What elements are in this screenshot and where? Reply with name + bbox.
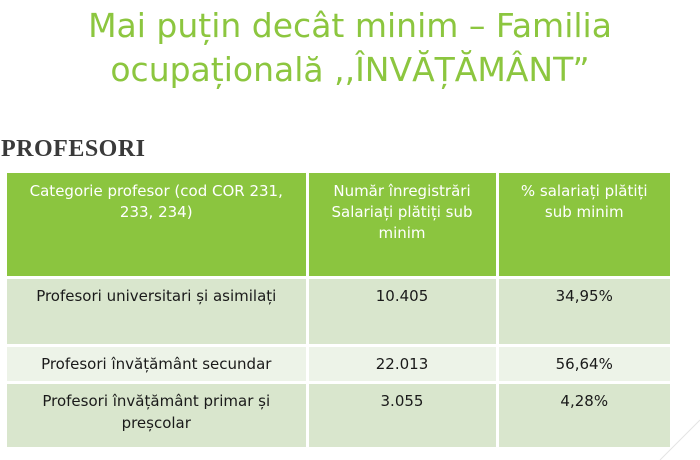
salary-table bbox=[7, 173, 670, 450]
table-row bbox=[7, 346, 670, 383]
slide-title-line-1: Mai puțin decât minim – Familia bbox=[88, 6, 612, 45]
cell-percent: 34,95% bbox=[497, 278, 670, 346]
cell-category: Profesori universitari și asimilați bbox=[7, 278, 307, 346]
cell-category: Profesori învățământ primar și preșcolar bbox=[7, 383, 307, 449]
cell-count: 22.013 bbox=[307, 346, 497, 383]
table-header-row bbox=[7, 173, 670, 278]
slide-title-line-2: ocupațională ,,ÎNVĂȚĂMÂNT” bbox=[110, 50, 590, 89]
table-row bbox=[7, 383, 670, 449]
slide-title bbox=[40, 4, 660, 92]
section-heading: PROFESORI bbox=[1, 136, 146, 162]
cell-percent: 4,28% bbox=[497, 383, 670, 449]
table-row bbox=[7, 278, 670, 346]
header-percent: % salariați plătiți sub minim bbox=[497, 173, 670, 278]
cell-count: 10.405 bbox=[307, 278, 497, 346]
header-count: Număr înregistrări Salariați plătiți sub minim bbox=[307, 173, 497, 278]
decorative-corner-line bbox=[640, 400, 700, 460]
cell-percent: 56,64% bbox=[497, 346, 670, 383]
cell-count: 3.055 bbox=[307, 383, 497, 449]
header-category: Categorie profesor (cod COR 231, 233, 234) bbox=[7, 173, 307, 278]
cell-category: Profesori învățământ secundar bbox=[7, 346, 307, 383]
